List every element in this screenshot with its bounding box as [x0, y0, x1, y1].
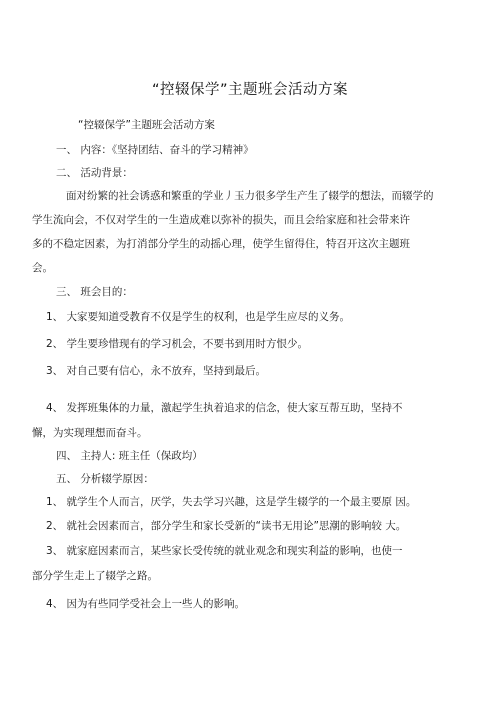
section-goal-heading: 三、 班会目的： [56, 286, 133, 298]
document-subtitle: “控辍保学”主题班会活动方案 [78, 119, 215, 131]
goal-item-continuation: 懈，为实现理想而奋斗。 [32, 427, 148, 439]
background-line: 面对纷繁的社会诱惑和繁重的学业丿玉力很多学生产生了辍学的想法，而辍学的 [66, 190, 434, 202]
goal-item: 4、 发挥班集体的力量，激起学生执着追求的信念，使大家互帮互助，坚持不 [46, 402, 403, 414]
goal-item: 2、 学生要珍惜现有的学习机会，不要书到用时方恨少。 [46, 338, 309, 350]
goal-item: 1、 大家要知道受教育不仅是学生的权利，也是学生应尽的义务。 [46, 311, 351, 323]
reason-item: 4、 因为有些同学受社会上一些人的影响。 [46, 598, 246, 610]
section-reason-heading: 五、 分析辍学原因： [56, 473, 154, 485]
section-content: 一、 内容：《坚持团结、奋斗的学习精神》 [56, 144, 254, 156]
page-title: “控辍保学”主题班会活动方案 [151, 82, 349, 98]
background-line: 学生流向会，不仅对学生的一生造成难以弥补的损失，而且会给家庭和社会带来许 [32, 214, 410, 226]
goal-item: 3、 对自己要有信心，永不放弃，坚持到最后。 [46, 365, 267, 377]
reason-item: 3、 就家庭因素而言，某些家长受传统的就业观念和现实利益的影响，也使一 [46, 545, 403, 557]
section-background-heading: 二、 活动背景： [56, 167, 133, 179]
reason-item: 1、 就学生个人而言，厌学，失去学习兴趣，这是学生辍学的一个最主要原 因。 [46, 496, 417, 508]
reason-item-continuation: 部分学生走上了辍学之路。 [32, 570, 158, 582]
section-host: 四、 主持人: 班主任（保政均） [56, 450, 203, 462]
background-line: 多的不稳定因素，为打消部分学生的动摇心理，使学生留得住，特召开这次主题班 [32, 238, 410, 250]
background-line: 会。 [32, 262, 53, 274]
reason-item: 2、 就社会因素而言，部分学生和家长受新的“读书无用论”思潮的影响较 大。 [46, 520, 407, 532]
